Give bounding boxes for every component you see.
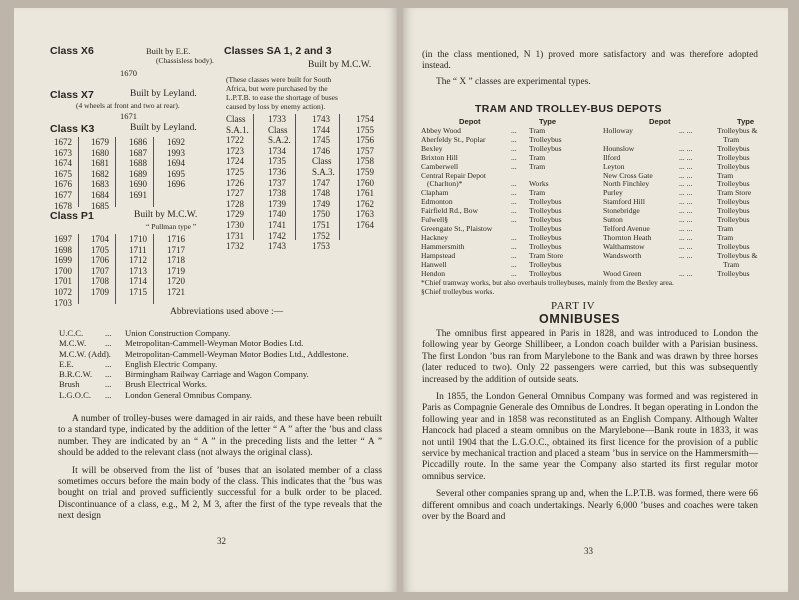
x-classes-note: The “ X ” classes are experimental types.: [436, 77, 591, 87]
depot-type: Trolleybus: [717, 241, 750, 251]
footnote-trolleybus: §Chief trolleybus works.: [421, 287, 495, 296]
depot-name: Clapham: [421, 188, 449, 198]
depot-name: Thornton Heath: [603, 232, 652, 242]
abbrev-meaning: Metropolitan-Cammell-Weyman Motor Bodies Ltd., Addlestone.: [125, 348, 349, 359]
depot-name: Hammersmith: [421, 241, 465, 251]
abbreviations-title: Abbreviations used above :—: [170, 307, 284, 317]
depot-header-left: Depot: [459, 117, 481, 126]
depot-type: Tram: [717, 232, 734, 242]
class-x6-heading: Class X6: [50, 45, 94, 57]
depot-type: Tram: [723, 259, 740, 269]
class-p1-heading: Class P1: [50, 210, 94, 222]
sa-note-line-4: caused by loss by enemy action).: [226, 102, 326, 111]
depot-row: Edmonton ... Trolleybus: [421, 197, 562, 207]
class-k3-heading: Class K3: [50, 123, 95, 135]
abbrev-code: E.E.: [59, 358, 74, 369]
depot-type: Trolleybus: [717, 215, 750, 225]
left-page: [14, 8, 397, 592]
p1-col-1: [54, 234, 79, 308]
depot-row: (Charlton)* ... Works: [421, 180, 601, 189]
class-k3-builder: Built by Leyland.: [130, 123, 197, 133]
depot-type: Tram: [723, 134, 740, 144]
depot-name: Camberwell: [421, 161, 459, 171]
depot-row: Stamford Hill ... ... Trolleybus: [603, 197, 750, 207]
abbrev-row: [59, 390, 379, 400]
depot-type: Trolleybus: [529, 134, 562, 144]
depot-name: Aberfeldy St., Poplar: [421, 134, 486, 144]
p1-col-3: [129, 234, 154, 304]
class-x7-note: (4 wheels at front and two at rear).: [76, 101, 180, 110]
depot-type: Trolleybus: [529, 223, 562, 233]
depot-type: Trolleybus: [529, 197, 562, 207]
abbrev-sep: ...: [105, 379, 112, 390]
p1-col-2-values: 1704 1705 1706 1707 1708 1709: [91, 234, 109, 297]
right-body-text: [422, 329, 758, 524]
depot-type: Trolleybus: [717, 152, 750, 162]
class-x7-heading: Class X7: [50, 89, 94, 101]
p1-col-2: [91, 234, 116, 304]
abbrev-code: M.C.W.: [59, 338, 87, 349]
class-p1-note: “ Pullman type ”: [146, 222, 197, 231]
depot-name: Ilford: [603, 152, 621, 162]
abbrev-row: [59, 349, 379, 359]
depot-type: Trolleybus: [529, 241, 562, 251]
left-body-text: [58, 414, 382, 523]
depot-row: Purley ... ... Tram Store: [603, 188, 752, 198]
depot-type: Tram: [717, 170, 734, 180]
abbrev-sep: ...: [105, 369, 112, 380]
depot-row: Walthamstow ... ... Trolleybus: [603, 241, 750, 251]
depot-name: Stonebridge: [603, 206, 640, 216]
k3-col-3-values: 1686 1687 1688 1689 1690 1691: [129, 137, 147, 200]
depot-type: Trolleybus &: [717, 250, 758, 260]
depot-row: Thornton Heath ... ... Tram: [603, 232, 734, 242]
depot-name: Fairfield Rd., Bow: [421, 206, 478, 216]
depot-row: Wandsworth ... ... Trolleybus &: [603, 250, 758, 260]
depot-type: Trolleybus: [529, 215, 562, 225]
abbrev-meaning: Brush Electrical Works.: [125, 379, 207, 390]
depot-name: Hounslow: [603, 143, 635, 153]
depot-name: Holloway: [603, 126, 633, 135]
depot-name: New Cross Gate: [603, 170, 653, 180]
depot-row: Hampstead ... Tram Store: [421, 250, 564, 260]
classes-sa-heading: Classes SA 1, 2 and 3: [224, 45, 332, 57]
sa-col-4: [356, 114, 374, 231]
abbrev-row: [59, 369, 379, 379]
depot-name: Wood Green: [603, 268, 642, 278]
abbrev-row: [59, 379, 379, 389]
depot-type: Trolleybus: [717, 161, 750, 171]
depot-row: Leyton ... ... Trolleybus: [603, 161, 750, 171]
depot-row: Ilford ... ... Trolleybus: [603, 152, 750, 162]
depot-type: Trolleybus: [717, 206, 750, 216]
k3-col-1: [54, 137, 79, 211]
right-page-number: 33: [584, 546, 593, 556]
depot-type: Trolleybus: [717, 143, 750, 153]
sa-col-4-values: 1754 1755 1756 1757 1758 1759 1760 1761 1762 1763 1764: [356, 114, 374, 230]
depot-name: Hanwell: [421, 259, 447, 269]
k3-col-2-values: 1679 1680 1681 1682 1683 1684 1685: [91, 137, 109, 211]
depot-name: Purley: [603, 188, 623, 198]
depot-type: Tram: [717, 223, 734, 233]
abbrev-code: B.R.C.W.: [59, 369, 93, 380]
depot-type: Trolleybus: [529, 206, 562, 216]
depot-type: Trolleybus: [717, 179, 750, 189]
class-k3-table: [54, 137, 204, 211]
depot-type: Trolleybus &: [717, 126, 758, 135]
depots-table-left: [421, 127, 601, 278]
depot-row: Hammersmith ... Trolleybus: [421, 241, 562, 251]
abbrev-sep: ...: [105, 389, 112, 400]
k3-col-2: [91, 137, 116, 211]
depot-row: Camberwell ... Tram: [421, 161, 546, 171]
abbrev-row: [59, 328, 379, 338]
abbrev-sep: ...: [105, 338, 112, 349]
depot-row: Hounslow ... ... Trolleybus: [603, 143, 750, 153]
sa-note-line-3: L.P.T.B. to ease the shortage of buses: [226, 93, 338, 102]
class-x7-builder: Built by Leyland.: [130, 89, 197, 99]
depot-type: Trolleybus: [717, 268, 750, 278]
depot-row: Clapham ... Tram: [421, 188, 546, 198]
class-p1-builder: Built by M.C.W.: [134, 210, 198, 220]
k3-col-4-values: 1692 1993 1694 1695 1696: [167, 137, 185, 190]
p1-col-4: [167, 234, 185, 298]
depot-type: Trolleybus: [717, 197, 750, 207]
intro-text: (in the class mentioned, N 1) proved more satisfactory and was therefore adopted instead.: [422, 50, 758, 72]
depot-row: Hendon ... Trolleybus: [421, 268, 562, 278]
depot-type: Tram Store: [529, 250, 564, 260]
sa-col-2-values: 1733 Class S.A.2. 1734 1735 1736 1737 1738 1739 1740 1741 1742 1743: [268, 114, 291, 252]
k3-col-1-values: 1672 1673 1674 1675 1676 1677 1678: [54, 137, 72, 211]
part-title: OMNIBUSES: [539, 312, 621, 326]
abbrev-sep: ...: [105, 328, 112, 338]
depot-name: Central Repair Depot: [421, 170, 486, 180]
right-paragraph-1: The omnibus first appeared in Paris in 1828, and was introduced to London the following year by George Shillibeer, a London coach builder with a Parisian business. The first London ’bus ran from Marylebone to the Bank and was drawn by three horses (later reduced to two). Only 22 passengers were carried, but this was subsequently increased by the addition of outside seats.: [422, 329, 758, 385]
depot-name: Sutton: [603, 215, 623, 225]
sa-note-line-2: Africa, but were purchased by the: [226, 84, 328, 93]
depot-row: New Cross Gate ... ... Tram: [603, 170, 734, 180]
p1-col-4-values: 1716 1717 1718 1719 1720 1721: [167, 234, 185, 297]
depot-name: Hampstead: [421, 250, 456, 260]
depot-name: Hackney: [421, 232, 448, 242]
sa-col-1: [226, 114, 254, 252]
depot-type: Tram Store: [717, 188, 752, 198]
k3-col-3: [129, 137, 154, 207]
abbrev-code: U.C.C.: [59, 328, 84, 338]
class-x7-number: 1671: [120, 111, 137, 121]
right-paragraph-2: In 1855, the London General Omnibus Company was formed and was registered in Paris as Compagnie Generale des Omnibus de Londres. It began operating in London the following year and in 1858 was reconstituted as an English Company. Although Walter Hancock had placed a steam omnibus on the Marylebone—Bank route in 1833, it was not until 1904 that the L.G.O.C., obtained its first licence for the provision of a public service by mechanical traction and placed a steam ’bus in service on the Hammersmith—Piccadilly route. In the same year the Company also started its first regular motor omnibus service.: [422, 392, 758, 482]
depot-name: Hendon: [421, 268, 446, 278]
classes-sa-note: [226, 75, 386, 111]
classes-sa-builder: Built by M.C.W.: [308, 60, 372, 70]
sa-col-2: [268, 114, 296, 252]
depot-name: Stamford Hill: [603, 197, 645, 207]
depot-name: Greengate St., Plaistow: [421, 223, 493, 233]
depot-header-right: Depot: [649, 117, 671, 126]
depot-row: Brixton Hill ... Tram: [421, 152, 546, 162]
depot-row: Bexley ... Trolleybus: [421, 143, 562, 153]
abbrev-meaning: London General Omnibus Company.: [125, 389, 252, 400]
depots-table-right: [603, 127, 788, 278]
depot-row: Wood Green ... ... Trolleybus: [603, 268, 750, 278]
depot-type: Trolleybus: [529, 259, 562, 269]
depot-name: North Finchley: [603, 179, 650, 189]
depots-title: TRAM AND TROLLEY-BUS DEPOTS: [475, 103, 662, 115]
depot-name: Abbey Wood: [421, 126, 461, 135]
class-x6-note: (Chassisless body).: [156, 56, 214, 65]
depot-row: Stonebridge ... ... Trolleybus: [603, 206, 750, 216]
class-p1-table: [54, 234, 204, 308]
depot-row: Hanwell ... Trolleybus: [421, 259, 562, 269]
abbrev-code: L.G.O.C.: [59, 389, 91, 400]
depot-type: Works: [529, 179, 549, 189]
abbrev-meaning: English Electric Company.: [125, 358, 218, 369]
depot-name: Edmonton: [421, 197, 453, 207]
left-paragraph-1: A number of trolley-buses were damaged in air raids, and these have been rebuilt to a standard type, indicated by the addition of the letter “ A ” after the ’bus and class number. They are indicated by an “ A ” in the preceding lists and the letter “ A ” should be added to the relevant class (not always the original class).: [58, 414, 382, 459]
depot-row: Fairfield Rd., Bow ... Trolleybus: [421, 206, 562, 216]
left-page-number: 32: [217, 536, 226, 546]
depot-type: Tram: [529, 126, 546, 135]
type-header-left: Type: [539, 117, 557, 126]
depot-type: Trolleybus: [529, 143, 562, 153]
part-number: PART IV: [551, 300, 596, 312]
class-x6-number: 1670: [120, 68, 137, 78]
depot-row: Abbey Wood ... Tram: [421, 126, 546, 135]
abbrev-meaning: Union Construction Company.: [125, 328, 231, 338]
type-header-right: Type: [737, 117, 755, 126]
sa-note-line-1: (These classes were built for South: [226, 75, 332, 84]
abbreviations-list: [59, 328, 379, 400]
abbrev-meaning: Birmingham Railway Carriage and Wagon Company.: [125, 369, 309, 380]
depot-name: Leyton: [603, 161, 625, 171]
depot-type: Trolleybus: [529, 268, 562, 278]
abbrev-meaning: Metropolitan-Cammell-Weyman Motor Bodies Ltd.: [125, 338, 304, 349]
right-page: [403, 8, 788, 592]
depot-name: Bexley: [421, 143, 443, 153]
right-paragraph-3: Several other companies sprang up and, when the L.P.T.B. was formed, there were 66 different omnibus and coach undertakings. Nearly 6,000 ’buses and coaches were taken over by the Board and: [422, 489, 758, 523]
depot-type: Tram: [529, 188, 546, 198]
depot-name: Brixton Hill: [421, 152, 458, 162]
depot-name: (Charlton)*: [427, 179, 463, 189]
depot-name: Telford Avenue: [603, 223, 650, 233]
sa-col-1-values: Class S.A.1. 1722 1723 1724 1725 1726 1727 1728 1729 1730 1731 1732: [226, 114, 249, 252]
k3-col-4: [167, 137, 185, 190]
depot-row: Telford Avenue ... ... Tram: [603, 223, 734, 233]
depot-type: Trolleybus: [529, 232, 562, 242]
class-x6-builder: Built by E.E.: [146, 46, 191, 56]
depot-row: North Finchley ... ... Trolleybus: [603, 179, 750, 189]
depot-row: Hackney ... Trolleybus: [421, 232, 562, 242]
p1-col-3-values: 1710 1711 1712 1713 1714 1715: [129, 234, 147, 297]
sa-col-3: [312, 114, 340, 252]
depot-row: Sutton ... ... Trolleybus: [603, 215, 750, 225]
depot-name: Fulwell§: [421, 215, 449, 225]
depot-row: Holloway ... ... Trolleybus &: [603, 126, 758, 135]
abbrev-row: [59, 338, 379, 348]
sa-col-3-values: 1743 1744 1745 1746 Class S.A.3. 1747 1748 1749 1750 1751 1752 1753: [312, 114, 335, 252]
depot-row: Aberfeldy St., Poplar ... Trolleybus: [421, 134, 562, 144]
footnote-works: *Chief tramway works, but also overhauls trolleybuses, mainly from the Bexley area.: [421, 278, 674, 287]
classes-sa-table: [226, 114, 391, 252]
depot-name: Walthamstow: [603, 241, 645, 251]
abbrev-row: [59, 359, 379, 369]
abbrev-code: Brush: [59, 379, 80, 390]
left-paragraph-2: It will be observed from the list of ’buses that an isolated member of a class sometimes occurs before the main body of the class. This indicates that the ’bus was bought on trial and proved sufficiently successful for a bulk order to be placed. Discontinuance of a class, e.g., M 2, M 3, after the first of the type reveals that the next design: [58, 465, 382, 522]
depot-type: Tram: [529, 152, 546, 162]
depot-name: Wandsworth: [603, 250, 642, 260]
abbrev-sep: ...: [105, 358, 112, 369]
depot-type: Tram: [529, 161, 546, 171]
abbrev-code: M.C.W. (Add).: [59, 348, 111, 359]
p1-col-1-values: 1697 1698 1699 1700 1701 1072 1703: [54, 234, 72, 308]
depot-row: Fulwell§ ... Trolleybus: [421, 215, 562, 225]
